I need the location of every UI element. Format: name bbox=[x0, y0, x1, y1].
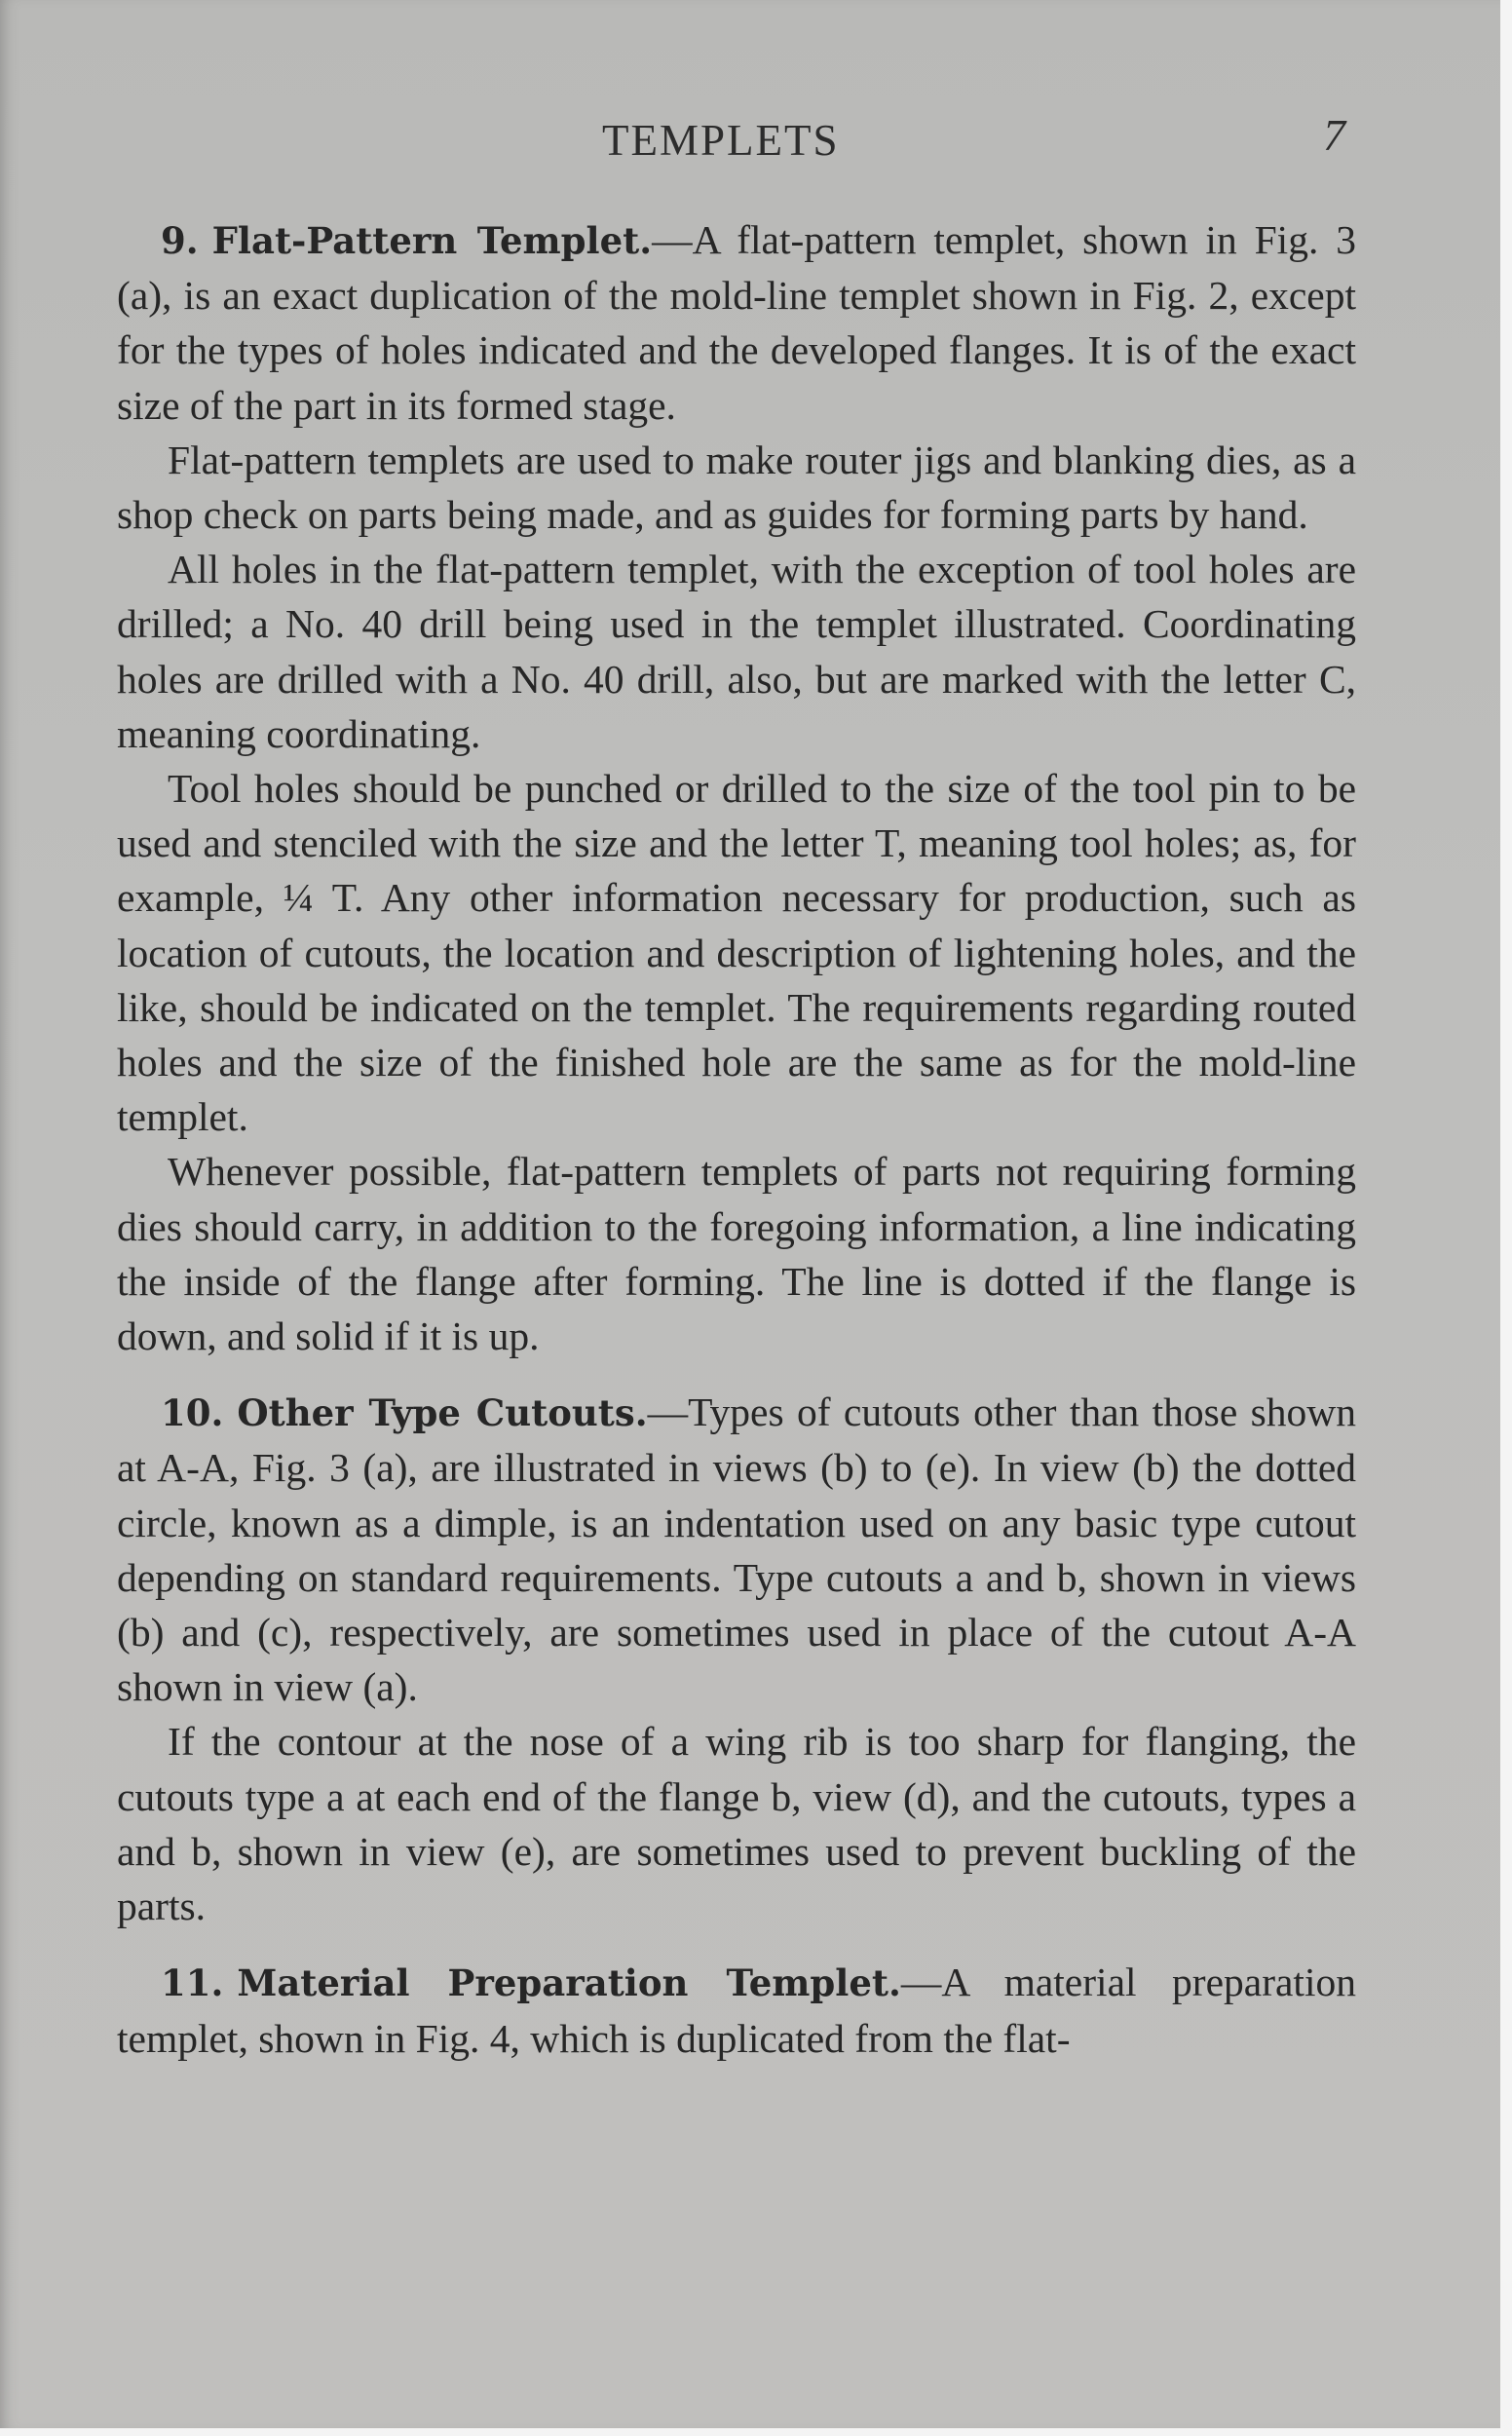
running-title: TEMPLETS bbox=[602, 116, 840, 165]
section-9-paragraph-5: Whenever possible, flat-pattern templets of parts not requiring forming dies should carry, in addition to the foregoing information, a line indicating the inside of the flange after forming. The line is dotted if the flange is down, and solid if it is up. bbox=[117, 1149, 1356, 1359]
page-header bbox=[0, 109, 1500, 168]
page-body bbox=[117, 212, 1356, 2066]
section-number: 11. bbox=[161, 1961, 224, 2005]
paragraph-text: —A flat-pattern templet, shown in Fig. 3 (a), is an exact duplication of the mold-line templet shown in Fig. 2, except for the types of holes indicated and the developed flanges. It is of the exact size of the part in its formed stage. bbox=[117, 217, 1356, 428]
section-9-paragraph-4: Tool holes should be punched or drilled to the size of the tool pin to be used and stenciled with the size and the letter T, meaning tool holes; as, for example, ¼ T. Any other information necessary for production, such as location of cutouts, the location and description of lightening holes, and the like, should be indicated on the templet. The requirements regarding routed holes and the size of the finished hole are the same as for the mold-line templet. bbox=[117, 766, 1356, 1140]
section-heading: Other Type Cutouts. bbox=[237, 1391, 648, 1435]
section-heading: Flat-Pattern Templet. bbox=[211, 219, 653, 262]
section-10-paragraph-2: If the contour at the nose of a wing rib is too sharp for flanging, the cutouts type a at each end of the flange b, view (d), and the cutouts, types a and b, shown in view (e), are sometimes used to prevent buckling of the parts. bbox=[117, 1719, 1356, 1929]
paragraph-text: —Types of cutouts other than those shown at A-A, Fig. 3 (a), are illustrated in views (b) to (e). In view (b) the dotted circle, known as a dimple, is an indentation used on any basic type cutout depending on standard requirements. Type cutouts a and b, shown in views (b) and (c), respectively, are sometimes used in place of the cutout A-A shown in view (a). bbox=[117, 1389, 1356, 1710]
section-11-paragraph-1 bbox=[117, 1955, 1356, 2065]
section-10-paragraph-1 bbox=[117, 1385, 1356, 1714]
section-9-paragraph-2: Flat-pattern templets are used to make router jigs and blanking dies, as a shop check on parts being made, and as guides for forming parts by hand. bbox=[117, 437, 1356, 538]
page-number: 7 bbox=[1323, 110, 1345, 160]
section-9-paragraph-1 bbox=[117, 212, 1356, 433]
section-number: 9. bbox=[161, 219, 199, 262]
section-9-paragraph-3: All holes in the flat-pattern templet, with the exception of tool holes are drilled; a No. 40 drill being used in the templet illustrated. Coordinating holes are drilled with a No. 40 drill, also, but are marked with the letter C, meaning coordinating. bbox=[117, 547, 1356, 756]
section-number: 10. bbox=[161, 1391, 224, 1435]
section-heading: Material Preparation Templet. bbox=[237, 1961, 901, 2005]
paragraph-text: —A material preparation templet, shown in Fig. 4, which is duplicated from the flat- bbox=[117, 1960, 1356, 2061]
